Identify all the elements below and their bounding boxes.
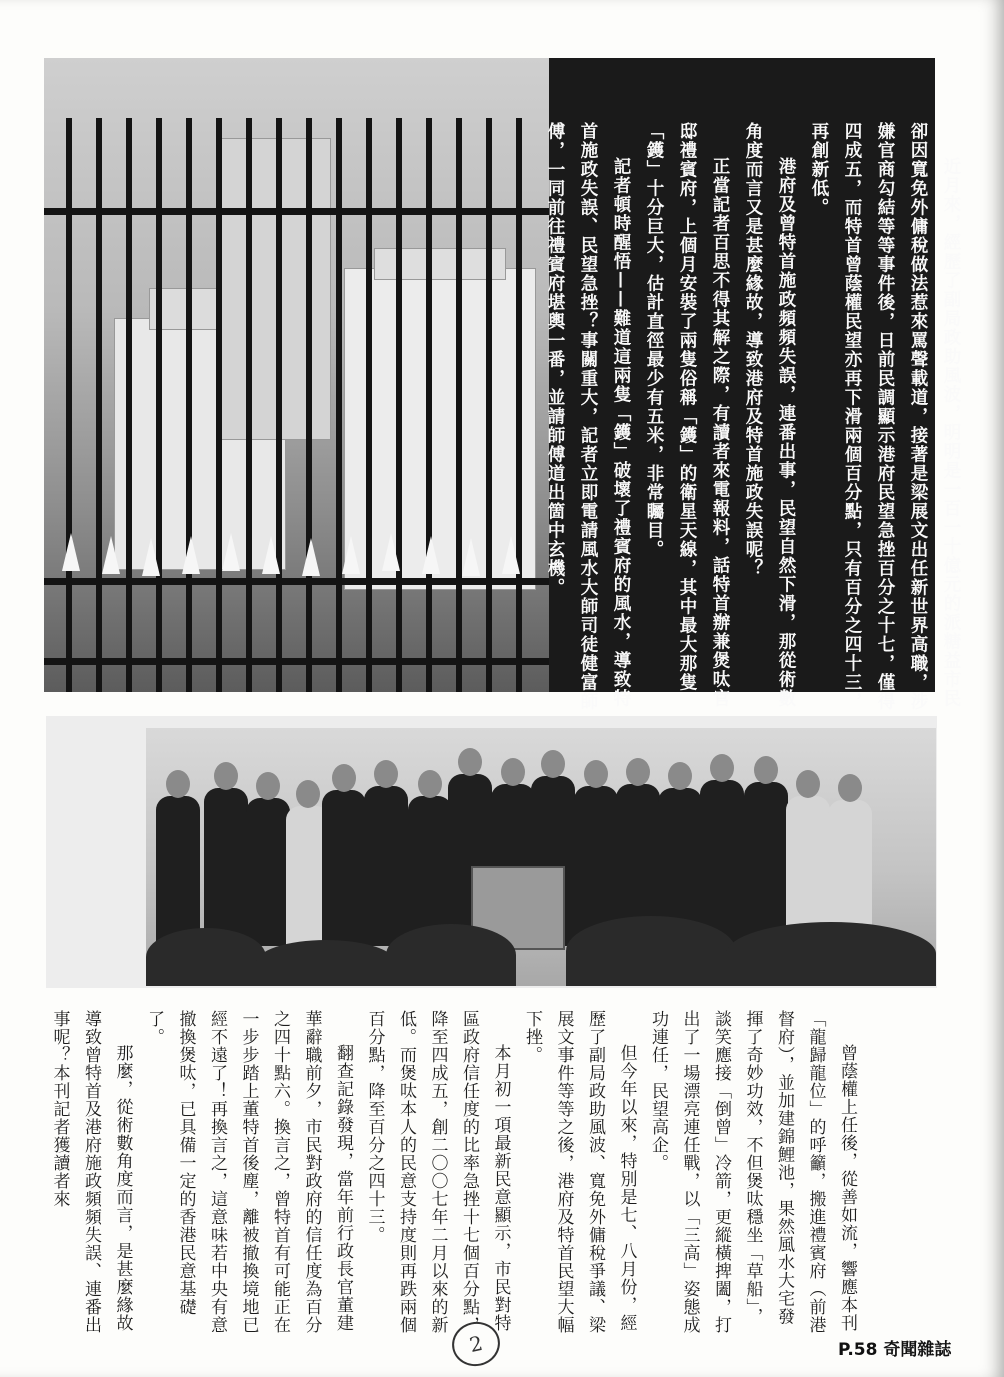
government-house-gate-photo (44, 58, 549, 692)
group-photo-scene (146, 728, 936, 986)
intro-paragraph: 正當記者百思不得其解之際，有讀者來電報料，話特首辦兼煲呔官邸禮賓府，上個月安裝了兩隻俗稱「鑊」的衛星天線，其中最大那隻「鑊」十分巨大，估計直徑最少有五米，非常矚目。 (644, 122, 730, 708)
article-body-text (49, 1010, 862, 1340)
body-paragraph: 那麼，從術數角度而言，是甚麼緣故導致曾特首及港府施政頻頻失誤、連番出事呢？本刊記者獲讀者來 (49, 1010, 133, 1334)
page-number-label: P.58 奇聞雜誌 (838, 1340, 952, 1360)
intro-paragraph: 近月來，經歷了副局政助風波，明明是一百一十億元的派糖益市民卻因寬免外傭稅做法惹來罵聲載道，接著是梁展文出任新世界高職，涉嫌官商勾結等等事件後，日前民調顯示港府民望急挫百分之十七，僅得四成五，而特首曾蔭權民望亦再下滑兩個百分點，只有百分之四十三，再創新低。 (809, 122, 961, 711)
body-paragraph: 曾蔭權上任後，從善如流，響應本刊「龍歸龍位」的呼籲，搬進禮賓府（前港督府），並加建錦鯉池，果然風水大宅發揮了奇妙功效，不但煲呔穩坐「草船」，談笑應接「倒曾」冷箭，更縱橫捭闔，打出了一場漂亮連任戰，以「三高」姿態成功連任，民望高企。 (648, 1010, 857, 1334)
intro-paragraph: 記者頓時醒悟——難道這兩隻「鑊」破壞了禮賓府的風水，導致特首施政失誤、民望急挫？事關重大，記者立即電請風水大師司徒健富師傅，一同前往禮賓府堪輿一番，並請師傅道出箇中玄機。 (545, 122, 631, 711)
feature-intro-text (545, 122, 967, 722)
intro-paragraph: 港府及曾特首施政頻頻失誤，連番出事，民望自然下滑，那從術數角度而言又是甚麼緣故，導致港府及特首施政失誤呢？ (743, 122, 796, 708)
body-paragraph: 本月初一項最新民意顯示，市民對特區政府信任度的比率急挫十七個百分點，降至四成五，創二〇〇七年二月以來的新低。而煲呔本人的民意支持度則再跌兩個百分點，降至百分之四十三。 (364, 1010, 511, 1334)
handwritten-page-mark: 2 (448, 1317, 504, 1370)
body-paragraph: 翻查記錄發現，當年前行政長官董建華辭職前夕，市民對政府的信任度為百分之四十點六。換言之，曾特首有可能正在一步步踏上董特首後塵，離被撤換境地已經不遠了！再換言之，這意味若中央有意撤換煲呔，已具備一定的香港民意基礎了。 (144, 1010, 353, 1334)
top-feature-panel (44, 58, 961, 711)
officials-group-photo (46, 716, 937, 988)
body-paragraph: 但今年以來，特別是七、八月份，經歷了副局政助風波、寬免外傭稅爭議、梁展文事件等等之後，港府及特首民望大幅下挫。 (522, 1010, 637, 1334)
